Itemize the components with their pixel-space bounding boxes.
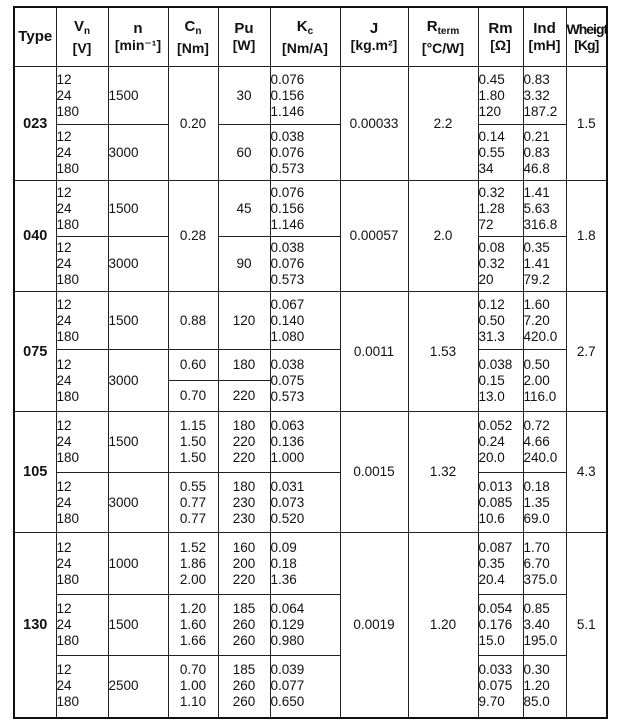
cell-line: 0.087 (478, 539, 513, 555)
cell-line: 316.8 (523, 216, 558, 232)
motor-spec-table (13, 6, 608, 719)
rterm-cell: 1.53 (408, 292, 478, 412)
inductance-cell (523, 350, 566, 412)
table-row (14, 350, 607, 412)
cell-line: 180 (56, 694, 80, 710)
cell-line: 90 (236, 256, 252, 271)
cell-line: 46.8 (523, 160, 550, 176)
kc-cell (270, 237, 340, 292)
cell-line: 0.076 (270, 256, 305, 271)
cell-line: 24 (56, 555, 72, 571)
cell-line: 1.00 (179, 678, 207, 694)
cell-line: 12 (56, 601, 72, 616)
cell-line: 0.77 (179, 494, 207, 510)
cell-line: 260 (232, 694, 256, 710)
torque-cell (168, 656, 218, 718)
voltage-cell (56, 595, 108, 656)
type-cell: 105 (14, 412, 56, 533)
cell-line: 0.136 (270, 434, 305, 449)
speed-cell: 3000 (108, 237, 168, 292)
power-cell (218, 181, 270, 237)
speed-cell: 1500 (108, 181, 168, 237)
cell-line: 240.0 (523, 450, 558, 465)
cell-line: 0.77 (179, 510, 207, 526)
cell-line: 0.08 (478, 240, 505, 255)
inertia-cell: 0.0015 (340, 412, 408, 533)
cell-line: 2.00 (179, 571, 207, 587)
cell-line: 0.038 (270, 356, 305, 372)
cell-line: 0.067 (270, 296, 305, 312)
cell-line: 0.013 (478, 478, 513, 494)
cell-line: 15.0 (478, 633, 505, 648)
table-row (14, 595, 607, 656)
table-row (14, 181, 607, 237)
cell-line: 12 (56, 71, 72, 87)
cell-line: 20.4 (478, 571, 505, 587)
cell-line: 1.70 (523, 539, 550, 555)
cell-line: 0.60 (179, 357, 207, 372)
inertia-cell: 0.0019 (340, 533, 408, 718)
resistance-cell (478, 125, 523, 181)
cell-line: 0.039 (270, 662, 305, 678)
table-row (14, 125, 607, 181)
cell-line: 120 (478, 103, 502, 119)
inertia-cell: 0.00057 (340, 181, 408, 292)
inductance-cell (523, 656, 566, 718)
cell-line: 180 (56, 633, 80, 648)
cell-line: 1.146 (270, 216, 305, 232)
inductance-cell (523, 412, 566, 473)
cell-line: 0.24 (478, 434, 505, 449)
cell-line: 1.80 (478, 87, 505, 103)
weight-cell: 2.7 (566, 292, 607, 412)
cell-line: 0.32 (478, 184, 505, 200)
resistance-cell (478, 67, 523, 125)
cell-line: 0.038 (270, 128, 305, 144)
rterm-cell: 2.0 (408, 181, 478, 292)
cell-line: 180 (56, 103, 80, 119)
cell-line: 0.85 (523, 601, 550, 616)
cell-line: 1.000 (270, 450, 305, 465)
cell-line: 180 (56, 328, 80, 344)
cell-line: 230 (232, 494, 256, 510)
cell-line: 185 (232, 601, 256, 616)
cell-line: 260 (232, 617, 256, 632)
cell-line: 6.70 (523, 555, 550, 571)
cell-line: 375.0 (523, 571, 558, 587)
cell-line: 79.2 (523, 272, 550, 287)
header-vn: $V_n$ [V] (56, 7, 108, 67)
cell-line: 0.085 (478, 494, 513, 510)
cell-line: 0.55 (478, 144, 505, 160)
cell-line: 260 (232, 678, 256, 694)
inertia-cell: 0.0011 (340, 292, 408, 412)
speed-cell: 3000 (108, 350, 168, 412)
inductance-cell (523, 595, 566, 656)
cell-line: 180 (56, 160, 80, 176)
cell-line: 31.3 (478, 328, 505, 344)
cell-line: 1.080 (270, 328, 305, 344)
cell-line: 0.980 (270, 633, 305, 648)
cell-line: 0.45 (478, 71, 505, 87)
cell-line: 0.073 (270, 494, 305, 510)
table-row (14, 473, 607, 533)
cell-line: 0.520 (270, 510, 305, 526)
cell-line: 0.129 (270, 617, 305, 632)
cell-line: 0.076 (270, 184, 305, 200)
voltage-cell (56, 125, 108, 181)
cell-line: 0.83 (523, 144, 550, 160)
weight-cell: 1.5 (566, 67, 607, 181)
cell-line: 0.052 (478, 418, 513, 433)
type-cell: 040 (14, 181, 56, 292)
resistance-cell (478, 656, 523, 718)
cell-line: 180 (56, 388, 80, 404)
spec-table-wrapper (13, 6, 608, 719)
table-row (14, 412, 607, 473)
cell-line: 0.18 (270, 555, 297, 571)
cell-line: 0.031 (270, 478, 305, 494)
cell-line: 1.36 (270, 571, 297, 587)
kc-cell (270, 125, 340, 181)
resistance-cell (478, 473, 523, 533)
cell-line: 1.60 (523, 296, 550, 312)
voltage-cell (56, 412, 108, 473)
cell-line: 13.0 (478, 388, 505, 404)
kc-cell (270, 473, 340, 533)
torque-cell (168, 412, 218, 473)
cell-line: 24 (56, 434, 72, 449)
cell-line: 0.12 (478, 296, 505, 312)
cell-line: 0.70 (179, 662, 207, 678)
kc-cell (270, 656, 340, 718)
cell-line: 24 (56, 87, 72, 103)
cell-line: 0.176 (478, 617, 513, 632)
cell-line: 0.21 (523, 128, 550, 144)
power-cell (218, 237, 270, 292)
cell-line: 24 (56, 312, 72, 328)
cell-line: 0.033 (478, 662, 513, 678)
cell-line: 0.075 (270, 372, 305, 388)
cell-line: 12 (56, 418, 72, 433)
cell-line: 69.0 (523, 510, 550, 526)
cell-line: 195.0 (523, 633, 558, 648)
cell-line: 0.20 (179, 115, 207, 131)
cell-line: 0.077 (270, 678, 305, 694)
cell-line: 0.50 (523, 356, 550, 372)
cell-line: 0.573 (270, 160, 305, 176)
table-row (14, 237, 607, 292)
voltage-cell (56, 237, 108, 292)
cell-line: 45 (236, 200, 252, 216)
table-row (14, 67, 607, 125)
cell-line: 230 (232, 510, 256, 526)
cell-line: 1.35 (523, 494, 550, 510)
torque-cell (168, 533, 218, 595)
header-j: J [kg.m²] (340, 7, 408, 67)
voltage-cell (56, 656, 108, 718)
cell-line: 24 (56, 617, 72, 632)
speed-cell: 1500 (108, 412, 168, 473)
resistance-cell (478, 533, 523, 595)
voltage-cell (56, 181, 108, 237)
resistance-cell (478, 292, 523, 350)
kc-cell (270, 67, 340, 125)
power-cell (218, 656, 270, 718)
kc-cell (270, 181, 340, 237)
cell-line: 0.09 (270, 539, 297, 555)
speed-cell: 3000 (108, 125, 168, 181)
cell-line: 0.573 (270, 388, 305, 404)
cell-line: 1.10 (179, 694, 207, 710)
cell-line: 24 (56, 200, 72, 216)
table-row (14, 533, 607, 595)
cell-line: 0.156 (270, 87, 305, 103)
type-cell: 130 (14, 533, 56, 718)
inductance-cell (523, 292, 566, 350)
cell-line: 200 (232, 555, 256, 571)
cell-line: 0.32 (478, 256, 505, 271)
inductance-cell (523, 237, 566, 292)
cell-line: 0.038 (270, 240, 305, 255)
cell-line: 180 (56, 272, 80, 287)
cell-line: 0.15 (478, 372, 505, 388)
type-cell: 075 (14, 292, 56, 412)
cell-line: 72 (478, 216, 494, 232)
cell-line: 3.40 (523, 617, 550, 632)
power-cell (218, 350, 270, 412)
speed-cell: 1500 (108, 292, 168, 350)
cell-line: 0.140 (270, 312, 305, 328)
voltage-cell (56, 473, 108, 533)
cell-line: 0.50 (478, 312, 505, 328)
cell-line: 220 (232, 450, 256, 465)
cell-line: 2.00 (523, 372, 550, 388)
cell-line: 180 (56, 450, 80, 465)
cell-line: 0.70 (168, 380, 219, 411)
cell-line: 116.0 (523, 388, 557, 404)
cell-line: 1.28 (478, 200, 505, 216)
cell-line: 24 (56, 678, 72, 694)
cell-line: 12 (56, 184, 72, 200)
header-row (14, 7, 607, 67)
inertia-cell: 0.00033 (340, 67, 408, 181)
cell-line: 0.054 (478, 601, 513, 616)
header-weight: Wheigt [Kg] (566, 7, 607, 67)
header-pu: Pu [W] (218, 7, 270, 67)
cell-line: 160 (232, 539, 256, 555)
kc-cell (270, 533, 340, 595)
power-cell (218, 125, 270, 181)
resistance-cell (478, 350, 523, 412)
cell-line: 180 (232, 478, 256, 494)
cell-line: 1.15 (179, 418, 207, 433)
cell-line: 0.35 (478, 555, 505, 571)
cell-line: 12 (56, 240, 72, 255)
cell-line: 4.66 (523, 434, 550, 449)
cell-line: 24 (56, 494, 72, 510)
cell-line: 0.35 (523, 240, 550, 255)
cell-line: 1.60 (179, 617, 207, 632)
cell-line: 420.0 (523, 328, 558, 344)
cell-line: 24 (56, 256, 72, 271)
cell-line: 187.2 (523, 103, 558, 119)
cell-line: 20.0 (478, 450, 505, 465)
header-ind: Ind [mH] (523, 7, 566, 67)
table-row (14, 292, 607, 350)
cell-line: 24 (56, 372, 72, 388)
cell-line: 3.32 (523, 87, 550, 103)
kc-cell (270, 595, 340, 656)
cell-line: 7.20 (523, 312, 550, 328)
cell-line: 0.064 (270, 601, 305, 616)
cell-line: 30 (236, 87, 252, 103)
speed-cell: 1500 (108, 595, 168, 656)
cell-line: 0.076 (270, 144, 305, 160)
voltage-cell (56, 292, 108, 350)
voltage-cell (56, 67, 108, 125)
cell-line: 0.063 (270, 418, 305, 433)
rterm-cell: 1.32 (408, 412, 478, 533)
table-row (14, 656, 607, 718)
cell-line: 0.88 (179, 312, 207, 328)
cell-line: 0.72 (523, 418, 550, 433)
inductance-cell (523, 125, 566, 181)
torque-cell (168, 350, 218, 412)
speed-cell: 1500 (108, 67, 168, 125)
kc-cell (270, 292, 340, 350)
cell-line: 12 (56, 539, 72, 555)
resistance-cell (478, 237, 523, 292)
torque-cell (168, 595, 218, 656)
power-cell (218, 67, 270, 125)
cell-line: 12 (56, 356, 72, 372)
cell-line: 180 (56, 571, 80, 587)
cell-line: 0.075 (478, 678, 513, 694)
cell-line: 0.18 (523, 478, 550, 494)
cell-line: 12 (56, 296, 72, 312)
torque-cell (168, 473, 218, 533)
cell-line: 180 (56, 510, 80, 526)
cell-line: 0.573 (270, 272, 305, 287)
header-rm: Rm [Ω] (478, 7, 523, 67)
cell-line: 1.52 (179, 539, 207, 555)
cell-line: 0.28 (179, 228, 207, 243)
header-kc: $K_c$ [Nm/A] (270, 7, 340, 67)
kc-cell (270, 350, 340, 412)
speed-cell: 3000 (108, 473, 168, 533)
cell-line: 260 (232, 633, 256, 648)
rterm-cell: 2.2 (408, 67, 478, 181)
header-rterm: $R_{term}$ [°C/W] (408, 7, 478, 67)
cell-line: 1.20 (179, 601, 207, 616)
weight-cell: 4.3 (566, 412, 607, 533)
type-cell: 023 (14, 67, 56, 181)
header-cn: $C_n$ [Nm] (168, 7, 218, 67)
power-cell (218, 595, 270, 656)
power-cell (218, 292, 270, 350)
header-n: n [min⁻¹] (108, 7, 168, 67)
cell-line: 0.156 (270, 200, 305, 216)
cell-line: 185 (232, 662, 256, 678)
cell-line: 0.30 (523, 662, 550, 678)
torque-cell (168, 292, 218, 350)
power-cell (218, 533, 270, 595)
weight-cell: 1.8 (566, 181, 607, 292)
rterm-cell: 1.20 (408, 533, 478, 718)
cell-line: 1.50 (179, 450, 207, 465)
cell-line: 1.66 (179, 633, 207, 648)
power-cell (218, 412, 270, 473)
kc-cell (270, 412, 340, 473)
cell-line: 1.41 (523, 184, 550, 200)
torque-cell (168, 181, 218, 292)
voltage-cell (56, 533, 108, 595)
cell-line: 12 (56, 128, 72, 144)
inductance-cell (523, 181, 566, 237)
cell-line: 5.63 (523, 200, 550, 216)
cell-line: 1.86 (179, 555, 207, 571)
cell-line: 0.650 (270, 694, 305, 710)
cell-line: 180 (232, 418, 256, 433)
resistance-cell (478, 412, 523, 473)
cell-line: 24 (56, 144, 72, 160)
cell-line: 85.0 (523, 694, 550, 710)
cell-line: 34 (478, 160, 494, 176)
speed-cell: 1000 (108, 533, 168, 595)
cell-line: 180 (56, 216, 80, 232)
inductance-cell (523, 533, 566, 595)
cell-line: 60 (236, 144, 252, 160)
resistance-cell (478, 595, 523, 656)
weight-cell: 5.1 (566, 533, 607, 718)
cell-line: 0.038 (478, 356, 513, 372)
resistance-cell (478, 181, 523, 237)
cell-line: 180 (232, 357, 256, 372)
inductance-cell (523, 67, 566, 125)
torque-cell (168, 67, 218, 181)
cell-line: 0.83 (523, 71, 550, 87)
cell-line: 1.146 (270, 103, 305, 119)
cell-line: 0.076 (270, 71, 305, 87)
cell-line: 120 (232, 312, 256, 328)
cell-line: 1.50 (179, 434, 207, 449)
cell-line: 12 (56, 478, 72, 494)
cell-line: 220 (232, 571, 256, 587)
cell-line: 220 (232, 434, 256, 449)
voltage-cell (56, 350, 108, 412)
cell-line: 10.6 (478, 510, 505, 526)
speed-cell: 2500 (108, 656, 168, 718)
cell-line: 0.55 (179, 478, 207, 494)
cell-line: 0.14 (478, 128, 505, 144)
cell-line: 1.20 (523, 678, 550, 694)
cell-line: 1.41 (523, 256, 550, 271)
inductance-cell (523, 473, 566, 533)
power-cell (218, 473, 270, 533)
cell-line: 9.70 (478, 694, 505, 710)
cell-line: 220 (218, 380, 271, 411)
cell-line: 12 (56, 662, 72, 678)
cell-line: 20 (478, 272, 494, 287)
header-type: Type (14, 7, 56, 67)
